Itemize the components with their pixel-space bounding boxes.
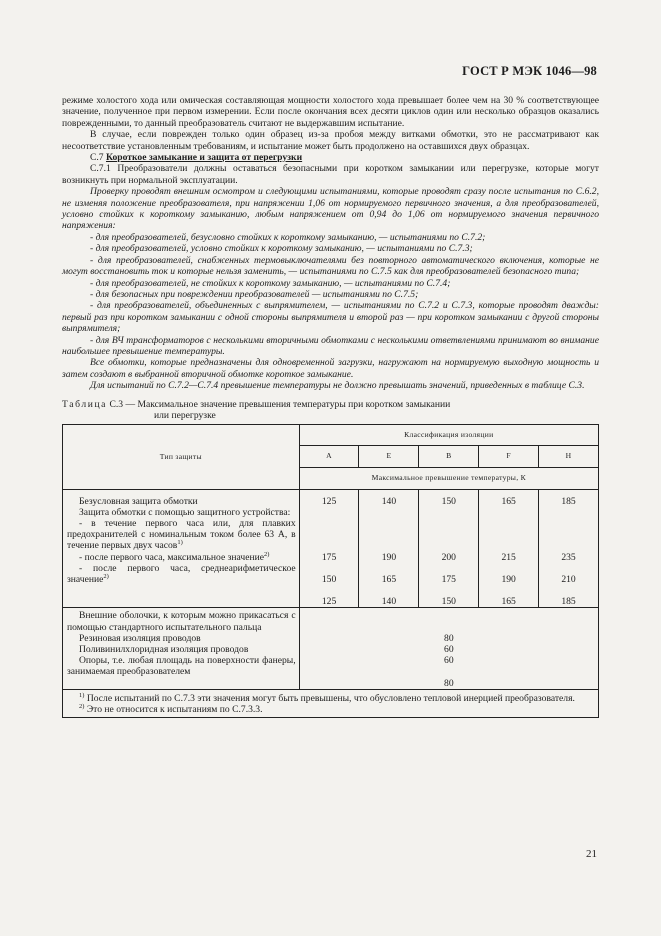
row-label: Безусловная защита обмотки — [79, 495, 198, 507]
list-item: - для преобразователей, не стойких к короткому замыканию, — испытаниями по С.7.4; — [90, 277, 451, 289]
page-number: 21 — [586, 848, 597, 860]
caption-line-1: С.3 — Максимальное значение превышения температуры при коротком замыкании — [109, 398, 451, 410]
footnote: $^{1)}$ После испытаний по С.7.3 эти значения могут быть превышены, что обусловлено тепловой инерцией преобразователя. — [79, 691, 575, 704]
value-cell: 210 — [561, 573, 576, 585]
footnote-ref: 1) — [177, 539, 183, 547]
value-cell: 150 — [321, 573, 337, 585]
table-footnotes — [63, 689, 599, 717]
value-cell: 80 — [444, 677, 454, 689]
value-cell: 175 — [321, 551, 337, 563]
page-content — [62, 95, 599, 718]
col-e-values — [359, 489, 419, 608]
col-b-values — [419, 489, 479, 608]
enclosure-types-cell — [63, 608, 300, 689]
paragraph: Для испытаний по С.7.2—С.7.4 превышение температуры не должно превышать значений, приведенных в таблице С.3. — [90, 380, 585, 392]
class-header-e: Е — [359, 445, 419, 467]
class-header-a: А — [299, 445, 359, 467]
row-label: Резиновая изоляция проводов — [79, 632, 201, 644]
value-cell: 185 — [561, 495, 576, 507]
all-classes-values — [299, 608, 598, 689]
value-cell: 150 — [441, 596, 456, 608]
temperature-table — [62, 424, 599, 719]
list-item: - для преобразователей, объединенных с выпрямителем, — испытаниями по С.7.2 и С.7.3, которые проводят дважды: первый раз при коротком замыкании с одной стороны выпрямителя и второй раз — при коротком замыкании с другой стороны выпрямителя; — [62, 300, 599, 335]
value-cell: 60 — [444, 644, 454, 655]
footnote-ref: 2) — [264, 550, 270, 558]
col-type-header: Тип защиты — [63, 424, 300, 489]
row-label: - в течение первого часа или, для плавких предохранителей с номинальным током более 63 А, в течение первых двух часов$^{1)}$ — [67, 517, 296, 552]
value-cell: 190 — [501, 573, 516, 585]
section-number: С.7 — [90, 152, 104, 164]
paragraph: режиме холостого хода или омическая составляющая мощности холостого хода превышает более чем на 30 % соответствующее значение, полученное при первом измерении. Если после окончания всех десяти циклов один или несколько образцов оказались поврежденными, то данный преобразователь считают не выдержавшим испытание. — [62, 95, 599, 129]
footnote-ref: 2) — [103, 572, 109, 580]
row-label: Поливинилхлоридная изоляция проводов — [79, 644, 249, 656]
class-header-f: F — [479, 445, 539, 467]
list-item: - для ВЧ трансформаторов с несколькими вторичными обмотками с несколькими ответвлениями принимают во внимание наибольшее превышение температуры. — [62, 334, 599, 357]
table-caption — [62, 399, 599, 421]
paragraph: В случае, если поврежден только один образец из-за пробоя между витками обмотки, это не рассматривают как несоответствие установленным требованиям, и испытание может быть продолжено на оставшихся двух образцах. — [62, 129, 599, 152]
col-class-header: Классификация изоляции — [299, 424, 598, 445]
value-cell: 125 — [321, 596, 337, 608]
col-a-values — [299, 489, 359, 608]
document-header: ГОСТ Р МЭК 1046—98 — [462, 64, 597, 78]
caption-line-2: или перегрузке — [154, 409, 216, 421]
section-heading — [62, 152, 599, 163]
value-cell: 165 — [501, 596, 516, 608]
value-cell: 165 — [501, 495, 516, 507]
row-label: - после первого часа, среднеарифметическое значение$^{2)}$ — [67, 562, 296, 585]
row-label: - после первого часа, максимальное значение$^{2)}$ — [79, 550, 270, 563]
value-cell: 215 — [501, 551, 516, 563]
value-cell: 200 — [441, 551, 456, 563]
row-label: Опоры, т.е. любая площадь на поверхности фанеры, занимаемая преобразователем — [67, 655, 296, 678]
col-h-values — [539, 489, 599, 608]
caption-label: Таблица — [62, 398, 108, 410]
value-cell: 165 — [381, 573, 397, 585]
footnote: $^{2)}$ Это не относится к испытаниям по С.7.3.3. — [79, 702, 263, 715]
value-cell: 80 — [444, 632, 454, 644]
list-item: - для преобразователей, условно стойких к короткому замыканию, — испытаниями по С.7.3; — [90, 243, 473, 255]
paragraph: Все обмотки, которые предназначены для одновременной загрузки, нагружают на нормируемую выходную мощность и затем создают в выбранной вторичной обмотке короткое замыкание. — [62, 357, 599, 380]
row-label: Защита обмотки с помощью защитного устройства: — [79, 506, 291, 518]
value-cell: 150 — [441, 495, 456, 507]
value-cell: 60 — [444, 655, 454, 667]
list-item: - для преобразователей, снабженных термовыключателями без повторного автоматического включения, которые не могут восстановить ток и которые нельзя заменить, — испытаниями по С.7.5 как для преобразователей безопасного типа; — [62, 254, 599, 278]
value-cell: 125 — [321, 495, 337, 507]
paragraph: С.7.1 Преобразователи должны оставаться безопасными при коротком замыкании или перегрузке, которые могут возникнуть при нормальной эксплуатации. — [62, 163, 599, 186]
list-item: - для преобразователей, безусловно стойких к короткому замыканию, — испытаниями по С.7.2; — [90, 231, 486, 243]
value-cell: 140 — [381, 596, 397, 608]
protection-types-cell — [63, 489, 300, 608]
class-header-b: В — [419, 445, 479, 467]
col-f-values — [479, 489, 539, 608]
row-label: Внешние оболочки, к которым можно прикасаться с помощью стандартного испытательного пальца — [67, 610, 296, 633]
class-header-h: Н — [539, 445, 599, 467]
section-title: Короткое замыкание и защита от перегрузки — [106, 152, 303, 164]
value-cell: 175 — [441, 573, 456, 585]
value-cell: 140 — [381, 495, 397, 507]
list-item: - для безопасных при повреждении преобразователей — испытаниями по С.7.5; — [90, 288, 419, 300]
subheader-max-rise: Максимальное превышение температуры, К — [299, 467, 598, 489]
value-cell: 190 — [381, 551, 397, 563]
paragraph: Проверку проводят внешним осмотром и следующими испытаниями, которые проводят сразу после испытания по С.6.2, не изменяя положение преобразователя, при напряжении 1,06 от нормируемого первичного значения, а для преобразователей, условно стойких к короткому замыканию, любым напряжением от 0,94 до 1,06 от нормируемого значения первичного напряжения: — [62, 186, 599, 232]
value-cell: 235 — [561, 551, 576, 563]
value-cell: 185 — [561, 596, 576, 608]
